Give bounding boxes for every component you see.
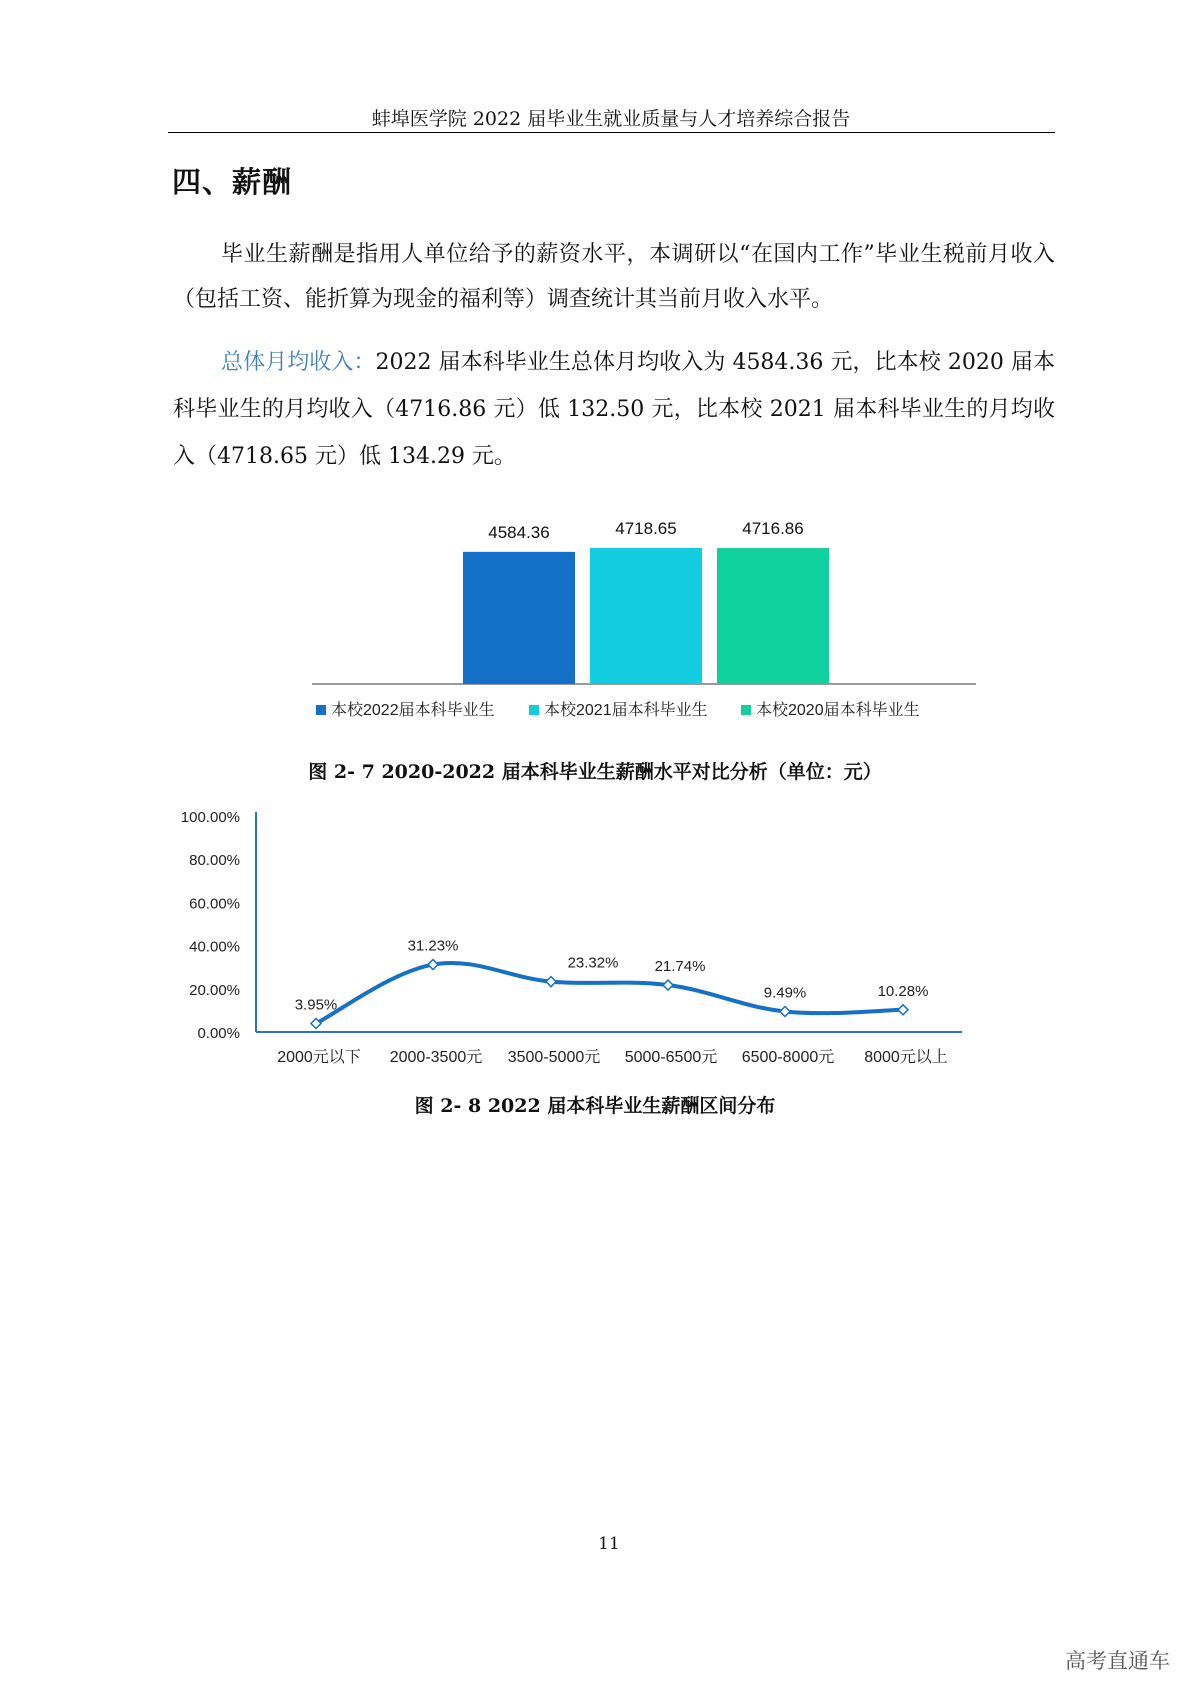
x-category-label: 2000-3500元 (389, 1049, 483, 1066)
figure-2-8-caption: 图 2- 8 2022 届本科毕业生薪酬区间分布 (414, 1095, 776, 1117)
intro-paragraph: 毕业生薪酬是指用人单位给予的薪资水平，本调研以“在国内工作”毕业生税前月收入（包括工资、能折算为现金的福利等）调查统计其当前月收入水平。 (173, 242, 1055, 312)
watermark: 高考直通车 (1065, 1649, 1170, 1673)
x-category-label: 6500-8000元 (741, 1049, 835, 1066)
y-tick-label: 100.00% (180, 809, 240, 826)
legend-label: 本校2020届本科毕业生 (756, 702, 920, 719)
bar-2 (590, 548, 702, 684)
x-category-label: 3500-5000元 (507, 1049, 601, 1066)
y-tick-label: 60.00% (189, 895, 240, 913)
page-number: 11 (598, 1534, 620, 1554)
bar-value-label: 4718.65 (615, 519, 677, 538)
data-point-marker (780, 1007, 790, 1017)
data-point-marker (546, 977, 556, 987)
y-tick-label: 20.00% (189, 981, 240, 999)
legend-swatch (316, 705, 326, 715)
income-paragraph (173, 339, 1055, 480)
legend-label: 本校2022届本科毕业生 (331, 702, 495, 719)
y-tick-label: 0.00% (197, 1025, 240, 1042)
y-tick-label: 80.00% (189, 852, 240, 870)
legend-swatch (529, 705, 539, 715)
x-category-label: 8000元以上 (864, 1049, 948, 1066)
y-tick-label: 40.00% (189, 938, 240, 956)
salary-distribution-line (316, 963, 903, 1024)
header-divider (168, 132, 1055, 133)
income-paragraph-lead: 总体月均收入： (221, 350, 376, 375)
x-category-label: 5000-6500元 (624, 1049, 718, 1066)
data-point-label: 21.74% (654, 958, 706, 976)
legend-swatch (741, 705, 751, 715)
data-point-marker (663, 980, 673, 990)
data-point-marker (898, 1005, 908, 1015)
report-header-title: 蚌埠医学院 2022 届毕业生就业质量与人才培养综合报告 (371, 108, 851, 130)
section-heading: 四、薪酬 (172, 165, 293, 199)
data-point-label: 3.95% (294, 996, 338, 1014)
data-point-label: 23.32% (567, 954, 619, 972)
income-paragraph-body: 2022 届本科毕业生总体月均收入为 4584.36 元，比本校 2020 届本科毕业生的月均收入（4716.86 元）低 132.50 元，比本校 2021 届本科毕业生的月均收入（4718.65 元）低 134.29 元。 (173, 350, 1055, 469)
salary-distribution-line-chart (0, 800, 1190, 1100)
bar-1 (463, 552, 575, 684)
data-point-label: 9.49% (763, 984, 807, 1002)
data-point-label: 10.28% (877, 982, 929, 1000)
bar-value-label: 4584.36 (488, 522, 550, 542)
bar-value-label: 4716.86 (742, 519, 804, 539)
figure-2-7-caption: 图 2- 7 2020-2022 届本科毕业生薪酬水平对比分析（单位：元） (308, 761, 882, 783)
data-point-marker (428, 960, 438, 970)
x-category-label: 2000元以下 (277, 1049, 361, 1066)
data-point-label: 31.23% (407, 937, 459, 955)
bar-3 (717, 548, 829, 684)
legend-label: 本校2021届本科毕业生 (544, 702, 708, 719)
